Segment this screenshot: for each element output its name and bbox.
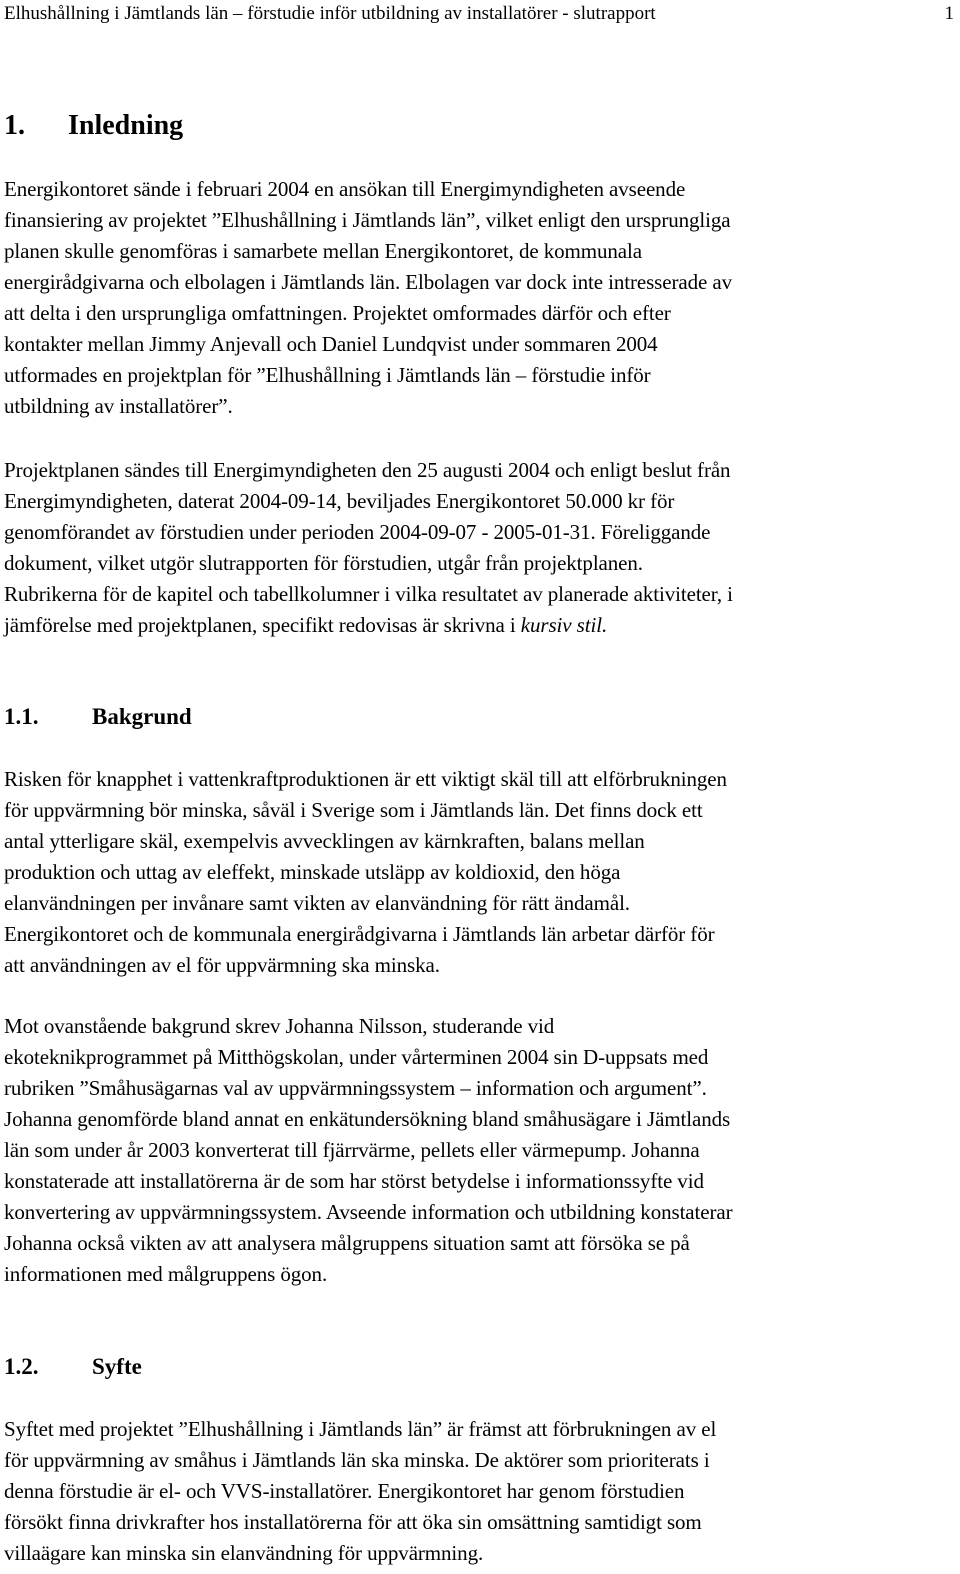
text-line: Johanna också vikten av att analysera målgruppens situation samt att försöka se på bbox=[4, 1231, 690, 1255]
text-line: konstaterade att installatörerna är de som har störst betydelse i informationssyfte vid bbox=[4, 1169, 704, 1193]
text-line: denna förstudie är el- och VVS-installatörer. Energikontoret har genom förstudien bbox=[4, 1479, 685, 1503]
text-line: att användningen av el för uppvärmning ska minska. bbox=[4, 953, 440, 977]
text-line: försökt finna drivkrafter hos installatörerna för att öka sin omsättning samtidigt som bbox=[4, 1510, 702, 1534]
paragraph bbox=[4, 764, 956, 981]
text-line: för uppvärmning bör minska, såväl i Sverige som i Jämtlands län. Det finns dock ett bbox=[4, 798, 703, 822]
header-title: Elhushållning i Jämtlands län – förstudie inför utbildning av installatörer - slutrapport bbox=[4, 3, 656, 24]
text-line: ekoteknikprogrammet på Mitthögskolan, under vårterminen 2004 sin D-uppsats med bbox=[4, 1045, 709, 1069]
text-line: villaägare kan minska sin elanvändning för uppvärmning. bbox=[4, 1541, 484, 1565]
text-line bbox=[4, 610, 956, 641]
italic-text: kursiv stil. bbox=[520, 613, 608, 637]
section-number: 1.2. bbox=[4, 1354, 39, 1379]
text-line: för uppvärmning av småhus i Jämtlands län ska minska. De aktörer som prioriterats i bbox=[4, 1448, 710, 1472]
text-line: Projektplanen sändes till Energimyndigheten den 25 augusti 2004 och enligt beslut från bbox=[4, 458, 731, 482]
paragraph bbox=[4, 174, 956, 422]
text-line: planen skulle genomföras i samarbete mellan Energikontoret, de kommunala bbox=[4, 239, 642, 263]
text-line: produktion och uttag av eleffekt, minskade utsläpp av koldioxid, den höga bbox=[4, 860, 621, 884]
text-line: Energimyndigheten, daterat 2004-09-14, beviljades Energikontoret 50.000 kr för bbox=[4, 489, 675, 513]
text-line: dokument, vilket utgör slutrapporten för förstudien, utgår från projektplanen. bbox=[4, 551, 643, 575]
text-line: Energikontoret sände i februari 2004 en ansökan till Energimyndigheten avseende bbox=[4, 177, 686, 201]
section-number: 1.1. bbox=[4, 704, 39, 729]
section-title: Bakgrund bbox=[92, 704, 192, 729]
text-line: Rubrikerna för de kapitel och tabellkolumner i vilka resultatet av planerade aktiviteter, i bbox=[4, 582, 733, 606]
text-line: genomförandet av förstudien under perioden 2004-09-07 - 2005-01-31. Föreliggande bbox=[4, 520, 711, 544]
paragraph bbox=[4, 1414, 956, 1569]
text-line: kontakter mellan Jimmy Anjevall och Daniel Lundqvist under sommaren 2004 bbox=[4, 332, 658, 356]
paragraph bbox=[4, 455, 956, 641]
text-line: Mot ovanstående bakgrund skrev Johanna Nilsson, studerande vid bbox=[4, 1014, 555, 1038]
text-line: utformades en projektplan för ”Elhushållning i Jämtlands län – förstudie inför bbox=[4, 363, 651, 387]
text-line: rubriken ”Småhusägarnas val av uppvärmningssystem – information och argument”. bbox=[4, 1076, 707, 1100]
section-heading-bakgrund bbox=[4, 702, 192, 732]
section-heading-syfte bbox=[4, 1352, 142, 1382]
text-line: energirådgivarna och elbolagen i Jämtlands län. Elbolagen var dock inte intresserade av bbox=[4, 270, 732, 294]
text-line: Risken för knapphet i vattenkraftproduktionen är ett viktigt skäl till att elförbrukningen bbox=[4, 767, 727, 791]
text-line: informationen med målgruppens ögon. bbox=[4, 1262, 328, 1286]
section-heading-inledning bbox=[4, 108, 183, 144]
text-line: Johanna genomförde bland annat en enkätundersökning bland småhusägare i Jämtlands bbox=[4, 1107, 731, 1131]
section-number: 1. bbox=[4, 110, 25, 141]
text-line: att delta i den ursprungliga omfattningen. Projektet omformades därför och efter bbox=[4, 301, 671, 325]
section-title: Syfte bbox=[92, 1354, 142, 1379]
text-line: konvertering av uppvärmningssystem. Avseende information och utbildning konstaterar bbox=[4, 1200, 733, 1224]
section-title: Inledning bbox=[68, 110, 184, 141]
text-line: län som under år 2003 konverterat till fjärrvärme, pellets eller värmepump. Johanna bbox=[4, 1138, 700, 1162]
text-line: Syftet med projektet ”Elhushållning i Jämtlands län” är främst att förbrukningen av el bbox=[4, 1417, 717, 1441]
page-number: 1 bbox=[944, 3, 954, 24]
text-line: Energikontoret och de kommunala energirådgivarna i Jämtlands län arbetar därför för bbox=[4, 922, 715, 946]
text-line: antal ytterligare skäl, exempelvis avvecklingen av kärnkraften, balans mellan bbox=[4, 829, 645, 853]
text-line: finansiering av projektet ”Elhushållning i Jämtlands län”, vilket enligt den ursprungliga bbox=[4, 208, 731, 232]
paragraph bbox=[4, 1011, 956, 1290]
text-line: utbildning av installatörer”. bbox=[4, 394, 233, 418]
running-header bbox=[4, 0, 954, 28]
text-line: elanvändningen per invånare samt vikten av elanvändning för rätt ändamål. bbox=[4, 891, 630, 915]
text-run: jämförelse med projektplanen, specifikt redovisas är skrivna i bbox=[4, 613, 521, 637]
